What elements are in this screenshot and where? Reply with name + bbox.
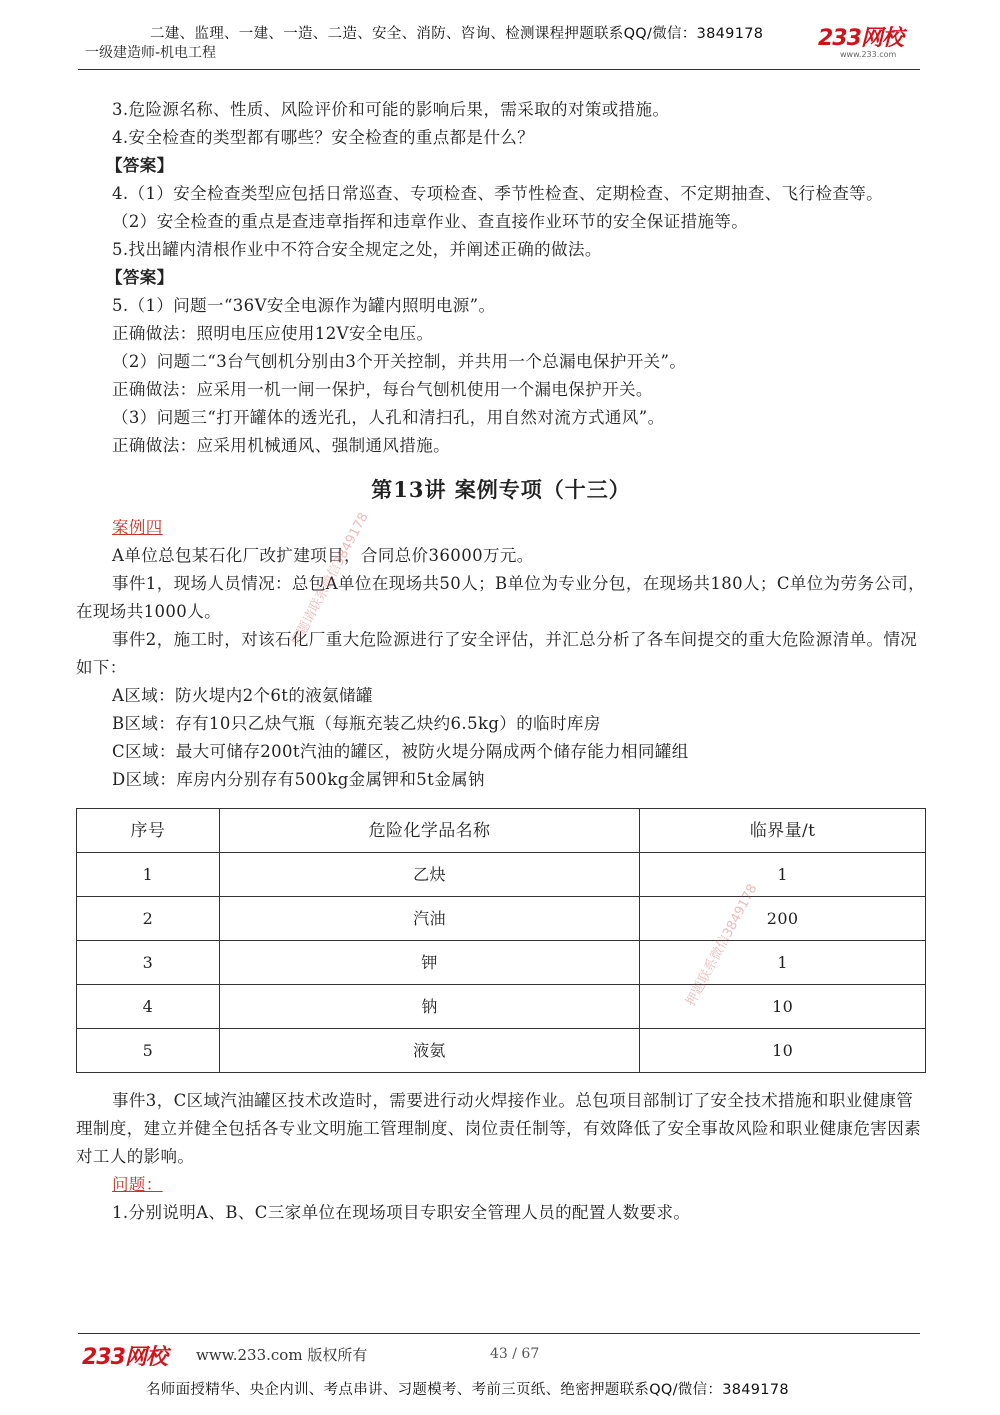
event-1: 事件1，现场人员情况：总包A单位在现场共50人；B单位为专业分包，在现场共180人；C单位为劳务公司，在现场共1000人。 <box>76 574 926 621</box>
paragraph: 3.危险源名称、性质、风险评价和可能的影响后果，需采取的对策或措施。 <box>112 100 670 119</box>
table-cell: 10 <box>640 1029 926 1073</box>
table-row <box>77 941 926 985</box>
table-cell: 1 <box>77 853 220 897</box>
table-row <box>77 1029 926 1073</box>
area-d: D区域：库房内分别存有500kg金属钾和5t金属钠 <box>112 770 485 789</box>
page-number: 43 / 67 <box>490 1346 540 1362</box>
area-b: B区域：存有10只乙炔气瓶（每瓶充装乙炔约6.5kg）的临时库房 <box>112 714 601 733</box>
question-label: 问题： <box>112 1175 163 1194</box>
answer-label: 【答案】 <box>106 156 174 175</box>
question-1: 1.分别说明A、B、C三家单位在现场项目专职安全管理人员的配置人数要求。 <box>112 1203 691 1222</box>
table-cell: 2 <box>77 897 220 941</box>
table-cell: 200 <box>640 897 926 941</box>
header-divider <box>78 69 920 70</box>
table-cell: 汽油 <box>219 897 639 941</box>
table-row <box>77 985 926 1029</box>
footer-logo[interactable]: 233网校 <box>82 1345 167 1370</box>
answer-5-2-fix: 正确做法：应采用一机一闸一保护，每台气刨机使用一个漏电保护开关。 <box>112 380 653 399</box>
answer-5-1-fix: 正确做法：照明电压应使用12V安全电压。 <box>112 324 434 343</box>
lecture-title: 第13讲 案例专项（十三） <box>371 477 631 502</box>
table-cell: 3 <box>77 941 220 985</box>
table-cell: 钾 <box>219 941 639 985</box>
table-cell: 钠 <box>219 985 639 1029</box>
table-header: 序号 <box>77 809 220 853</box>
case-intro: A单位总包某石化厂改扩建项目，合同总价36000万元。 <box>112 546 534 565</box>
table-row <box>77 853 926 897</box>
table-header: 临界量/t <box>640 809 926 853</box>
event-2: 事件2，施工时，对该石化厂重大危险源进行了安全评估，并汇总分析了各车间提交的重大危险源清单。情况如下： <box>76 630 918 677</box>
bottom-banner: 名师面授精华、央企内训、考点串讲、习题模考、考前三页纸、绝密押题联系QQ/微信：3849178 <box>146 1382 789 1398</box>
footer-copyright: www.233.com 版权所有 <box>196 1346 368 1364</box>
question-4: 4.安全检查的类型都有哪些？安全检查的重点都是什么？ <box>112 128 535 147</box>
page-content <box>76 96 926 1227</box>
answer-5-3: （3）问题三“打开罐体的透光孔，人孔和清扫孔，用自然对流方式通风”。 <box>112 408 665 427</box>
answer-5-3-fix: 正确做法：应采用机械通风、强制通风措施。 <box>112 436 450 455</box>
answer-4-2: （2）安全检查的重点是查违章指挥和违章作业、查直接作业环节的安全保证措施等。 <box>112 212 749 231</box>
table-cell: 液氨 <box>219 1029 639 1073</box>
watermark: 押题联系微信3849178 <box>683 881 761 1009</box>
top-banner: 二建、监理、一建、一造、二造、安全、消防、咨询、检测课程押题联系QQ/微信：3849178 <box>150 26 764 42</box>
case-label-wrap <box>76 514 926 542</box>
question-5: 5.找出罐内清根作业中不符合安全规定之处，并阐述正确的做法。 <box>112 240 602 259</box>
table-cell: 5 <box>77 1029 220 1073</box>
area-a: A区域：防火堤内2个6t的液氨储罐 <box>112 686 373 705</box>
question-label-wrap <box>76 1171 926 1199</box>
table-cell: 10 <box>640 985 926 1029</box>
answer-5-1: 5.（1）问题一“36V安全电源作为罐内照明电源”。 <box>112 296 496 315</box>
chemical-threshold-table <box>76 808 926 1073</box>
watermark: 押题请联系微信3849178 <box>288 510 372 649</box>
answer-5-2: （2）问题二“3台气刨机分别由3个开关控制，并共用一个总漏电保护开关”。 <box>112 352 687 371</box>
brand-logo[interactable] <box>818 28 928 64</box>
footer-divider <box>78 1333 920 1334</box>
brand-logo-text: 233网校 <box>818 26 903 51</box>
answer-4-1: 4.（1）安全检查类型应包括日常巡查、专项检查、季节性检查、定期检查、不定期抽查、飞行检查等。 <box>112 184 884 203</box>
area-c: C区域：最大可储存200t汽油的罐区，被防火堤分隔成两个储存能力相同罐组 <box>112 742 689 761</box>
table-row <box>77 897 926 941</box>
table-cell: 1 <box>640 941 926 985</box>
table-header: 危险化学品名称 <box>219 809 639 853</box>
answer-label: 【答案】 <box>106 268 174 287</box>
brand-logo-url: www.233.com <box>840 50 897 59</box>
table-cell: 4 <box>77 985 220 1029</box>
event-3: 事件3，C区域汽油罐区技术改造时，需要进行动火焊接作业。总包项目部制订了安全技术措施和职业健康管理制度，建立并健全包括各专业文明施工管理制度、岗位责任制等，有效降低了安全事故风险和职业健康危害因素对工人的影响。 <box>76 1091 921 1166</box>
table-cell: 乙炔 <box>219 853 639 897</box>
table-cell: 1 <box>640 853 926 897</box>
table-header-row <box>77 809 926 853</box>
document-subtitle: 一级建造师-机电工程 <box>85 45 217 61</box>
case-label: 案例四 <box>112 518 163 537</box>
